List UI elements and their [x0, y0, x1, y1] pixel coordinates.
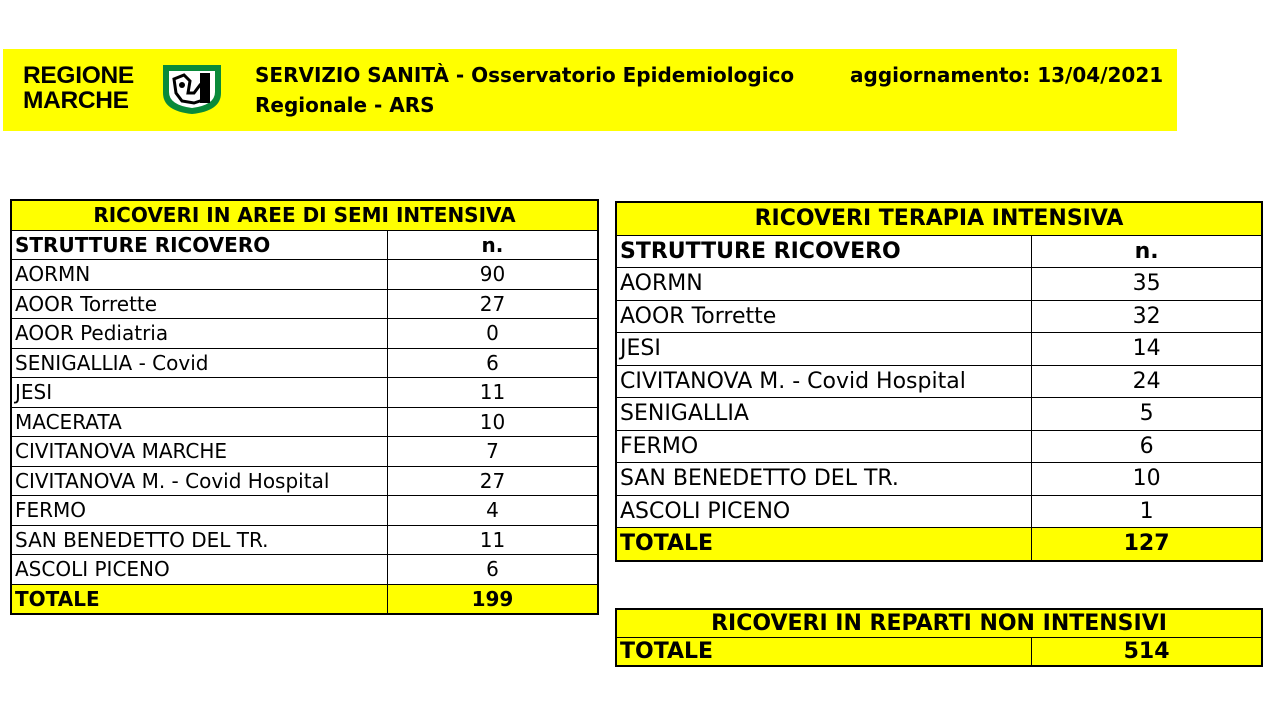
total-label: TOTALE — [616, 528, 1032, 561]
count-value: 1 — [1032, 495, 1262, 528]
total-label: TOTALE — [11, 584, 387, 614]
structure-name: AORMN — [11, 260, 387, 290]
table-row — [616, 333, 1262, 366]
service-title — [255, 60, 835, 120]
non-intensivi-title: RICOVERI IN REPARTI NON INTENSIVI — [616, 609, 1262, 638]
table-row — [11, 319, 598, 349]
table-row — [11, 348, 598, 378]
table-row — [616, 430, 1262, 463]
structure-name: CIVITANOVA M. - Covid Hospital — [616, 365, 1032, 398]
table-row — [616, 463, 1262, 496]
structure-name: SENIGALLIA - Covid — [11, 348, 387, 378]
logo-line-2: MARCHE — [23, 87, 129, 114]
structure-name: FERMO — [11, 496, 387, 526]
table-row — [616, 495, 1262, 528]
logo-line-1: REGIONE — [23, 62, 134, 89]
column-header-strutture: STRUTTURE RICOVERO — [616, 235, 1032, 268]
count-value: 6 — [387, 555, 598, 585]
table-row — [616, 398, 1262, 431]
table-row — [616, 268, 1262, 301]
table-total-row — [616, 528, 1262, 561]
structure-name: AOOR Pediatria — [11, 319, 387, 349]
structure-name: CIVITANOVA MARCHE — [11, 437, 387, 467]
column-header-n: n. — [387, 230, 598, 260]
count-value: 27 — [387, 289, 598, 319]
regione-marche-emblem-icon — [160, 63, 224, 115]
structure-name: SENIGALLIA — [616, 398, 1032, 431]
table-header-row — [11, 230, 598, 260]
column-header-strutture: STRUTTURE RICOVERO — [11, 230, 387, 260]
service-line-2: Regionale - ARS — [255, 93, 435, 117]
logo-text — [23, 63, 163, 113]
structure-name: MACERATA — [11, 407, 387, 437]
table-row — [11, 496, 598, 526]
count-value: 6 — [387, 348, 598, 378]
terapia-intensiva-title: RICOVERI TERAPIA INTENSIVA — [616, 202, 1262, 235]
structure-name: JESI — [11, 378, 387, 408]
structure-name: AOOR Torrette — [11, 289, 387, 319]
structure-name: SAN BENEDETTO DEL TR. — [616, 463, 1032, 496]
semi-intensiva-table — [10, 199, 599, 615]
non-intensivi-table — [615, 608, 1263, 667]
service-line-1: SERVIZIO SANITÀ - Osservatorio Epidemiologico — [255, 63, 795, 87]
total-label: TOTALE — [616, 638, 1032, 667]
table-row — [11, 289, 598, 319]
count-value: 32 — [1032, 300, 1262, 333]
table-title-row — [616, 202, 1262, 235]
table-row — [11, 466, 598, 496]
structure-name: CIVITANOVA M. - Covid Hospital — [11, 466, 387, 496]
count-value: 27 — [387, 466, 598, 496]
count-value: 0 — [387, 319, 598, 349]
count-value: 11 — [387, 525, 598, 555]
total-value: 514 — [1032, 638, 1262, 667]
count-value: 90 — [387, 260, 598, 290]
table-title-row — [616, 609, 1262, 638]
regione-marche-logo — [23, 63, 228, 121]
column-header-n: n. — [1032, 235, 1262, 268]
count-value: 6 — [1032, 430, 1262, 463]
table-row — [616, 300, 1262, 333]
table-title-row — [11, 200, 598, 230]
structure-name: FERMO — [616, 430, 1032, 463]
count-value: 35 — [1032, 268, 1262, 301]
table-total-row — [11, 584, 598, 614]
total-value: 127 — [1032, 528, 1262, 561]
structure-name: SAN BENEDETTO DEL TR. — [11, 525, 387, 555]
count-value: 11 — [387, 378, 598, 408]
table-row — [11, 260, 598, 290]
table-row — [11, 378, 598, 408]
structure-name: ASCOLI PICENO — [616, 495, 1032, 528]
structure-name: AORMN — [616, 268, 1032, 301]
count-value: 7 — [387, 437, 598, 467]
semi-intensiva-title: RICOVERI IN AREE DI SEMI INTENSIVA — [11, 200, 598, 230]
table-row — [11, 555, 598, 585]
structure-name: AOOR Torrette — [616, 300, 1032, 333]
total-value: 199 — [387, 584, 598, 614]
table-row — [616, 365, 1262, 398]
terapia-intensiva-table — [615, 201, 1263, 562]
count-value: 24 — [1032, 365, 1262, 398]
update-date: aggiornamento: 13/04/2021 — [850, 63, 1164, 87]
structure-name: JESI — [616, 333, 1032, 366]
count-value: 14 — [1032, 333, 1262, 366]
table-row — [11, 407, 598, 437]
table-header-row — [616, 235, 1262, 268]
structure-name: ASCOLI PICENO — [11, 555, 387, 585]
table-total-row — [616, 638, 1262, 667]
count-value: 4 — [387, 496, 598, 526]
count-value: 10 — [1032, 463, 1262, 496]
table-row — [11, 437, 598, 467]
count-value: 5 — [1032, 398, 1262, 431]
count-value: 10 — [387, 407, 598, 437]
table-row — [11, 525, 598, 555]
